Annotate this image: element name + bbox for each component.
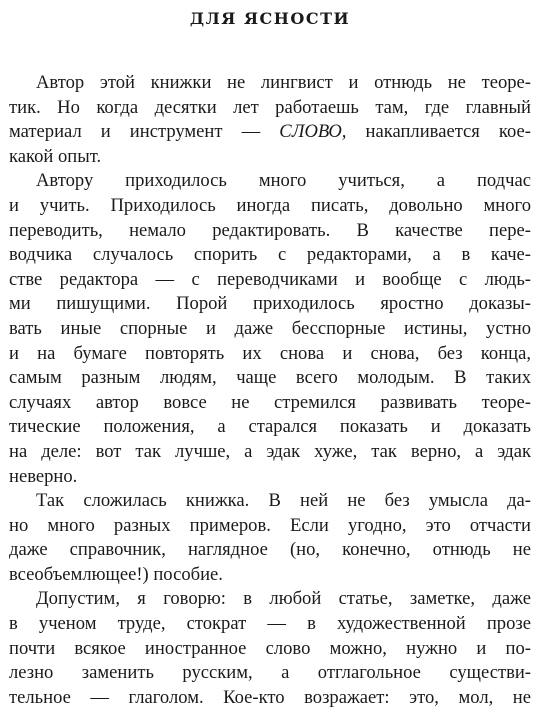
text-line: Автор этой книжки не лингвист и отнюдь не теоре- <box>36 72 531 93</box>
text-line: неверно. <box>9 465 78 487</box>
book-page <box>9 0 531 710</box>
text-line: вать иные спорные и даже бесспорные истины, устно <box>9 317 531 339</box>
chapter-title: ДЛЯ ЯСНОСТИ <box>189 9 351 28</box>
text-line: Так сложилась книжка. В ней не без умысла да- <box>36 490 531 512</box>
text-line: и учить. Приходилось иногда писать, довольно много <box>9 194 531 216</box>
text-line: ми пишущими. Порой приходилось яростно доказы- <box>9 293 531 315</box>
text-fragment: материал и инструмент — <box>9 121 261 143</box>
text-line: но много разных примеров. Если угодно, это отчасти <box>9 514 531 536</box>
text-fragment: накапливается кое- <box>365 121 531 143</box>
text-line: даже справочник, наглядное (но, конечно, отнюдь не <box>9 539 531 561</box>
emphasized-word: СЛОВО, <box>279 121 347 143</box>
text-line: Допустим, я говорю: в любой статье, заметке, даже <box>36 588 531 610</box>
text-line: переводить, немало редактировать. В качестве пере- <box>9 219 531 241</box>
text-line: водчика случалось спорить с редакторами, а в каче- <box>9 244 531 266</box>
text-line-with-emphasis <box>9 120 531 145</box>
text-line: самым разным людям, чаще всего молодым. В таких <box>9 367 531 389</box>
paragraph-4 <box>9 587 531 710</box>
text-line: тик. Но когда десятки лет работаешь там, где главный <box>9 96 531 118</box>
text-line: какой опыт. <box>9 145 102 167</box>
text-line: тические положения, а старался показать и доказать <box>9 416 531 438</box>
paragraph-3 <box>9 489 531 587</box>
text-line: на деле: вот так лучше, а эдак хуже, так верно, а эдак <box>9 440 531 462</box>
text-line: и на бумаге повторять их снова и снова, без конца, <box>9 342 531 364</box>
chapter-body <box>9 71 531 710</box>
text-line: лезно заменить русским, а отглагольное существи- <box>9 662 531 684</box>
text-line: случаях автор вовсе не стремился развивать теоре- <box>9 391 531 413</box>
text-line: почти всякое иностранное слово можно, нужно и по- <box>9 637 531 659</box>
text-line: всеобъемлющее!) пособие. <box>9 563 223 585</box>
paragraph-1 <box>9 71 531 169</box>
text-line: тельное — глаголом. Кое-кто возражает: это, мол, не <box>9 686 531 708</box>
text-line: стве редактора — с переводчиками и вообще с людь- <box>9 268 531 290</box>
paragraph-2 <box>9 169 531 489</box>
text-line: Автору приходилось много учиться, а подчас <box>36 170 531 192</box>
text-line: в ученом труде, стократ — в художественной прозе <box>9 613 531 635</box>
